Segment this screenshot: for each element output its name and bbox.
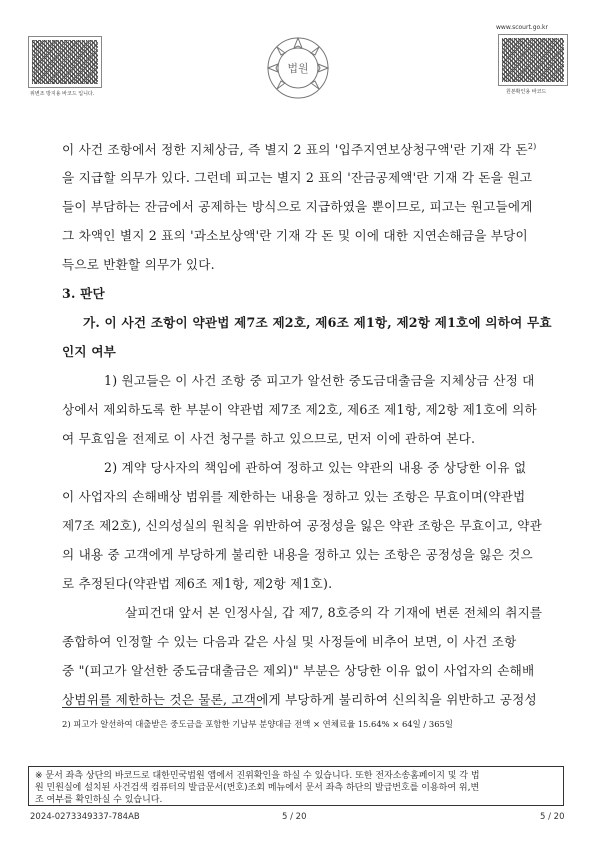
page-number-center: 5 / 20 bbox=[282, 812, 307, 822]
subsection-heading-line-2: 인지 여부 bbox=[62, 344, 117, 359]
notice-line-2: 원 민원실에 설치된 사건검색 컴퓨터의 발급문서(번호)조회 메뉴에서 문서 좌측 하단의 발급번호를 이용하여 위,변 bbox=[35, 783, 480, 793]
body-line-12: 2) 계약 당사자의 책임에 관하여 정하고 있는 약관의 내용 중 상당한 이유 없 bbox=[104, 460, 527, 475]
seal-text: 법원 bbox=[287, 62, 309, 75]
body-line-2: 을 지급할 의무가 있다. 그런데 피고는 별지 2 표의 '잔금공제액'란 기재 각 돈을 원고 bbox=[62, 170, 533, 185]
body-line-13: 이 사업자의 손해배상 범위를 제한하는 내용을 정하고 있는 조항은 무효이며(약관법 bbox=[62, 489, 526, 504]
footnote-text: 2) 피고가 알선하여 대출받은 중도금을 포함한 기납부 분양대금 전액 × 연체료율 15.64% × 64일 / 365일 bbox=[62, 719, 453, 729]
body-line-10: 상에서 제외하도록 한 부분이 약관법 제7조 제2호, 제6조 제1항, 제2항 제1호에 의하 bbox=[62, 402, 537, 417]
right-barcode-caption: 원본확인용 바코드 bbox=[506, 89, 547, 95]
body-line-15: 의 내용 중 고객에게 부당하게 불리한 내용을 정하고 있는 조항은 공정성을 잃은 것으 bbox=[62, 547, 533, 562]
footnote-divider bbox=[62, 707, 262, 708]
body-line-3: 들이 부담하는 잔금에서 공제하는 방식으로 지급하였을 뿐이므로, 피고는 원고들에게 bbox=[62, 199, 533, 214]
court-url: www.scourt.go.kr bbox=[496, 24, 548, 31]
notice-line-1: ※ 문서 좌측 상단의 바코드로 대한민국법원 앱에서 진위확인을 하실 수 있습니다. 또한 전자소송홈페이지 및 각 법 bbox=[35, 771, 480, 781]
body-line-5: 득으로 반환할 의무가 있다. bbox=[62, 257, 215, 272]
original-verification-barcode bbox=[498, 34, 568, 86]
body-line-19: 중 "(피고가 알선한 중도금대출금은 제외)" 부분은 상당한 이유 없이 사업자의 손해배 bbox=[62, 663, 535, 678]
court-seal-icon bbox=[264, 34, 332, 102]
section-heading: 3. 판단 bbox=[62, 286, 105, 301]
body-line-9: 1) 원고들은 이 사건 조항 중 피고가 알선한 중도금대출금을 지체상금 산정 대 bbox=[104, 373, 535, 388]
body-line-4: 그 차액인 별지 2 표의 '과소보상액'란 기재 각 돈 및 이에 대한 지연손해금을 부당이 bbox=[62, 228, 528, 243]
left-barcode-caption: 위변조 방지용 바코드 입니다. bbox=[30, 91, 95, 97]
body-line-1: 이 사건 조항에서 정한 지체상금, 즉 별지 2 표의 '입주지연보상청구액'란 기재 각 돈$^{2)}$ bbox=[62, 141, 537, 157]
body-line-16: 로 추정된다(약관법 제6조 제1항, 제2항 제1호). bbox=[62, 576, 333, 591]
body-line-18: 종합하여 인정할 수 있는 다음과 같은 사실 및 사정들에 비추어 보면, 이 사건 조항 bbox=[62, 634, 517, 649]
page-number-right: 5 / 20 bbox=[540, 812, 565, 822]
body-line-14: 제7조 제2호), 신의성실의 원칙을 위반하여 공정성을 잃은 약관 조항은 무효이고, 약관 bbox=[62, 518, 543, 533]
body-line-17: 살피건대 앞서 본 인정사실, 갑 제7, 8호증의 각 기재에 변론 전체의 취지를 bbox=[125, 605, 543, 620]
forgery-prevention-barcode bbox=[28, 36, 102, 88]
footnote-reference: 2) bbox=[527, 141, 537, 151]
notice-line-3: 조 여부를 확인하실 수 있습니다. bbox=[35, 795, 163, 805]
verification-notice-box bbox=[28, 766, 564, 806]
subsection-heading-line-1: 가. 이 사건 조항이 약관법 제7조 제2호, 제6조 제1항, 제2항 제1호에 의하여 무효 bbox=[83, 315, 552, 330]
body-line-11: 여 무효임을 전제로 이 사건 청구를 하고 있으므로, 먼저 이에 관하여 본다. bbox=[62, 431, 476, 446]
issue-number: 2024-0273349337-784AB bbox=[30, 812, 140, 822]
body-line-20: 상범위를 제한하는 것은 물론, 고객에게 부당하게 불리하여 신의칙을 위반하고 공정성 bbox=[62, 692, 537, 707]
